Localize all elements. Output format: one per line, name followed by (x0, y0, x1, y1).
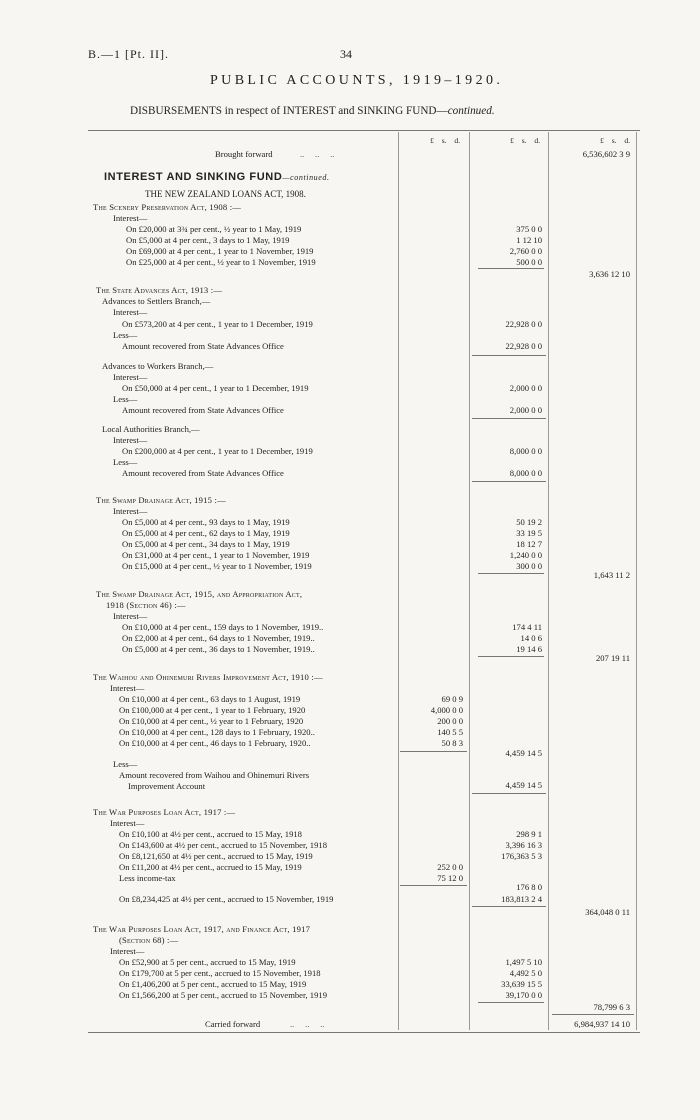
swamp-approp-amt-1: 174 4 11 (512, 622, 542, 632)
scenery-amt-2: 1 12 10 (516, 235, 542, 245)
war-fin-title-2: (Section 68) :— (119, 935, 179, 945)
section-heading (104, 172, 330, 183)
war-title: The War Purposes Loan Act, 1917 :— (93, 807, 236, 817)
page-number: 34 (340, 47, 352, 61)
settlers-interest: Interest— (113, 307, 148, 317)
war-amt-3: 176,363 5 3 (501, 851, 542, 861)
war-amt-1: 298 9 1 (516, 829, 542, 839)
waihou-row-1: On £10,000 at 4 per cent., 63 days to 1 August, 1919 (119, 694, 301, 704)
war-fin-title-1: The War Purposes Loan Act, 1917, and Finance Act, 1917 (93, 924, 311, 934)
war-total: 364,048 0 11 (585, 907, 630, 917)
war-fin-row-4: On £1,566,200 at 5 per cent., accrued to 15 November, 1919 (119, 990, 327, 1000)
waihou-amt-2: 4,000 0 0 (430, 705, 463, 715)
war-tax: Less income-tax (119, 873, 176, 883)
war-net: 176 8 0 (516, 882, 542, 892)
swamp-amt-4: 1,240 0 0 (509, 550, 542, 560)
swamp-approp-interest: Interest— (113, 611, 148, 621)
waihou-less: Less— (113, 759, 138, 769)
war-fin-amt-1: 1,497 5 10 (505, 957, 542, 967)
col2-header: £ s. d. (510, 136, 540, 145)
war-fin-sum-rule (478, 1002, 544, 1003)
local-interest: Interest— (113, 435, 148, 445)
scenery-row-3: On £69,000 at 4 per cent., 1 year to 1 November, 1919 (126, 246, 314, 256)
workers-recovered: Amount recovered from State Advances Office (122, 405, 284, 415)
brought-forward-label: Brought forward (215, 149, 273, 159)
carried-forward-total: 6,984,937 14 10 (574, 1019, 630, 1029)
war-fin-row-2: On £179,700 at 5 per cent., accrued to 15 November, 1918 (119, 968, 321, 978)
waihou-sum-rule (400, 751, 467, 752)
column-divider-3 (548, 132, 549, 1030)
swamp-row-2: On £5,000 at 4 per cent., 62 days to 1 May, 1919 (122, 528, 290, 538)
waihou-row-4: On £10,000 at 4 per cent., 128 days to 1 February, 1920.. (119, 727, 315, 737)
war-amt-4: 252 0 0 (437, 862, 463, 872)
column-divider-1 (398, 132, 399, 1030)
settlers-rec-amt: 22,928 0 0 (505, 341, 542, 351)
waihou-row-2: On £100,000 at 4 per cent., 1 year to 1 February, 1920 (119, 705, 306, 715)
swamp-title: The Swamp Drainage Act, 1915 :— (96, 495, 226, 505)
local-recovered: Amount recovered from State Advances Office (122, 468, 284, 478)
subtitle-continued: continued. (447, 105, 495, 117)
waihou-rule (472, 793, 546, 794)
war-row-4: On £11,200 at 4½ per cent., accrued to 15 May, 1919 (119, 862, 302, 872)
swamp-approp-title-1: The Swamp Drainage Act, 1915, and Appropriation Act, (96, 589, 303, 599)
war-fin-amt-2: 4,492 5 0 (509, 968, 542, 978)
settlers-recovered: Amount recovered from State Advances Office (122, 341, 284, 351)
waihou-amt-1: 69 0 9 (441, 694, 463, 704)
local-row: On £200,000 at 4 per cent., 1 year to 1 December, 1919 (122, 446, 313, 456)
waihou-row-5: On £10,000 at 4 per cent., 46 days to 1 February, 1920.. (119, 738, 311, 748)
workers-rec-amt: 2,000 0 0 (509, 405, 542, 415)
swamp-row-3: On £5,000 at 4 per cent., 34 days to 1 May, 1919 (122, 539, 290, 549)
swamp-row-5: On £15,000 at 4 per cent., ½ year to 1 November, 1919 (122, 561, 312, 571)
swamp-approp-row-2: On £2,000 at 4 per cent., 64 days to 1 November, 1919.. (122, 633, 315, 643)
war-fin-row-1: On £52,900 at 5 per cent., accrued to 15 May, 1919 (119, 957, 296, 967)
swamp-approp-row-3: On £5,000 at 4 per cent., 36 days to 1 November, 1919.. (122, 644, 315, 654)
war-tax-amt: 75 12 0 (437, 873, 463, 883)
workers-interest: Interest— (113, 372, 148, 382)
waihou-subtotal: 4,459 14 5 (505, 748, 542, 758)
page-subtitle (130, 106, 495, 117)
carried-forward-dots: .. .. .. (290, 1019, 325, 1029)
waihou-rec-2: Improvement Account (128, 781, 206, 791)
swamp-approp-total: 207 19 11 (595, 653, 630, 663)
war-net-rule (400, 885, 467, 886)
war-row-5: On £8,234,425 at 4½ per cent., accrued to 15 November, 1919 (119, 894, 334, 904)
page-title: PUBLIC ACCOUNTS, 1919–1920. (210, 73, 504, 88)
scenery-sum-rule (478, 268, 544, 269)
waihou-rec-1: Amount recovered from Waihou and Ohinemuri Rivers (119, 770, 310, 780)
table-bottom-rule (88, 1032, 640, 1033)
swamp-amt-3: 18 12 7 (516, 539, 542, 549)
workers-branch: Advances to Workers Branch,— (102, 361, 214, 371)
section-heading-cont: —continued. (282, 173, 330, 182)
swamp-approp-amt-3: 19 14 6 (516, 644, 542, 654)
war-row-3: On £8,121,650 at 4½ per cent., accrued to 15 May, 1919 (119, 851, 313, 861)
waihou-title: The Waihou and Ohinemuri Rivers Improvement Act, 1910 :— (93, 672, 323, 682)
war-amt-5: 183,813 2 4 (501, 894, 542, 904)
state-adv-title: The State Advances Act, 1913 :— (96, 285, 223, 295)
scenery-title: The Scenery Preservation Act, 1908 :— (93, 202, 242, 212)
swamp-amt-5: 300 0 0 (516, 561, 542, 571)
scenery-row-2: On £5,000 at 4 per cent., 3 days to 1 May, 1919 (126, 235, 290, 245)
local-branch: Local Authorities Branch,— (102, 424, 200, 434)
waihou-rec-amt: 4,459 14 5 (505, 780, 542, 790)
scenery-amt-1: 375 0 0 (516, 224, 542, 234)
settlers-rule (472, 355, 546, 356)
local-less: Less— (113, 457, 138, 467)
col3-header: £ s. d. (600, 136, 630, 145)
subtitle-main: DISBURSEMENTS in respect of INTEREST and SINKING FUND— (130, 105, 448, 117)
local-rec-amt: 8,000 0 0 (509, 468, 542, 478)
war-row-1: On £10,100 at 4½ per cent., accrued to 15 May, 1918 (119, 829, 302, 839)
war-fin-interest: Interest— (110, 946, 145, 956)
swamp-amt-1: 50 19 2 (516, 517, 542, 527)
loans-act-heading: THE NEW ZEALAND LOANS ACT, 1908. (145, 189, 306, 199)
workers-amt: 2,000 0 0 (509, 383, 542, 393)
swamp-approp-amt-2: 14 0 6 (520, 633, 542, 643)
swamp-total: 1,643 11 2 (593, 570, 630, 580)
section-heading-main: INTEREST AND SINKING FUND (104, 171, 283, 183)
swamp-approp-rule (478, 656, 544, 657)
settlers-branch: Advances to Settlers Branch,— (102, 296, 211, 306)
war-sum-rule (472, 906, 546, 907)
workers-row: On £50,000 at 4 per cent., 1 year to 1 December, 1919 (122, 383, 309, 393)
swamp-row-1: On £5,000 at 4 per cent., 93 days to 1 May, 1919 (122, 517, 290, 527)
war-fin-amt-3: 33,639 15 5 (501, 979, 542, 989)
waihou-interest: Interest— (110, 683, 145, 693)
table-top-rule (88, 130, 640, 131)
column-divider-2 (469, 132, 470, 1030)
swamp-approp-row-1: On £10,000 at 4 per cent., 159 days to 1 November, 1919.. (122, 622, 324, 632)
scenery-amt-4: 500 0 0 (516, 257, 542, 267)
swamp-row-4: On £31,000 at 4 per cent., 1 year to 1 November, 1919 (122, 550, 310, 560)
swamp-interest: Interest— (113, 506, 148, 516)
brought-forward-dots: .. .. .. (300, 149, 335, 159)
col1-header: £ s. d. (430, 136, 460, 145)
swamp-sum-rule (478, 573, 544, 574)
scenery-total: 3,636 12 10 (589, 269, 630, 279)
settlers-less: Less— (113, 330, 138, 340)
brought-forward-total: 6,536,602 3 9 (582, 149, 630, 159)
page-ref: B.—1 [Pt. II]. (88, 47, 169, 61)
scenery-amt-3: 2,760 0 0 (509, 246, 542, 256)
waihou-amt-3: 200 0 0 (437, 716, 463, 726)
waihou-amt-5: 50 8 3 (441, 738, 463, 748)
swamp-approp-title-2: 1918 (Section 46) :— (106, 600, 186, 610)
workers-rule (472, 418, 546, 419)
settlers-row: On £573,200 at 4 per cent., 1 year to 1 December, 1919 (122, 319, 313, 329)
waihou-row-3: On £10,000 at 4 per cent., ½ year to 1 February, 1920 (119, 716, 304, 726)
scenery-interest: Interest— (113, 213, 148, 223)
workers-less: Less— (113, 394, 138, 404)
swamp-amt-2: 33 19 5 (516, 528, 542, 538)
scenery-row-4: On £25,000 at 4 per cent., ½ year to 1 November, 1919 (126, 257, 316, 267)
war-fin-amt-4: 39,170 0 0 (505, 990, 542, 1000)
grand-total-rule (552, 1014, 634, 1015)
war-interest: Interest— (110, 818, 145, 828)
local-amt: 8,000 0 0 (509, 446, 542, 456)
settlers-amt: 22,928 0 0 (505, 319, 542, 329)
war-row-2: On £143,600 at 4½ per cent., accrued to 15 November, 1918 (119, 840, 327, 850)
war-fin-total: 78,799 6 3 (593, 1002, 630, 1012)
war-amt-2: 3,396 16 3 (505, 840, 542, 850)
scenery-row-1: On £20,000 at 3¾ per cent., ½ year to 1 May, 1919 (126, 224, 302, 234)
waihou-amt-4: 140 5 5 (437, 727, 463, 737)
carried-forward-label: Carried forward (205, 1019, 261, 1029)
local-rule (472, 481, 546, 482)
war-fin-row-3: On £1,406,200 at 5 per cent., accrued to 15 May, 1919 (119, 979, 307, 989)
column-divider-4 (636, 132, 637, 1030)
